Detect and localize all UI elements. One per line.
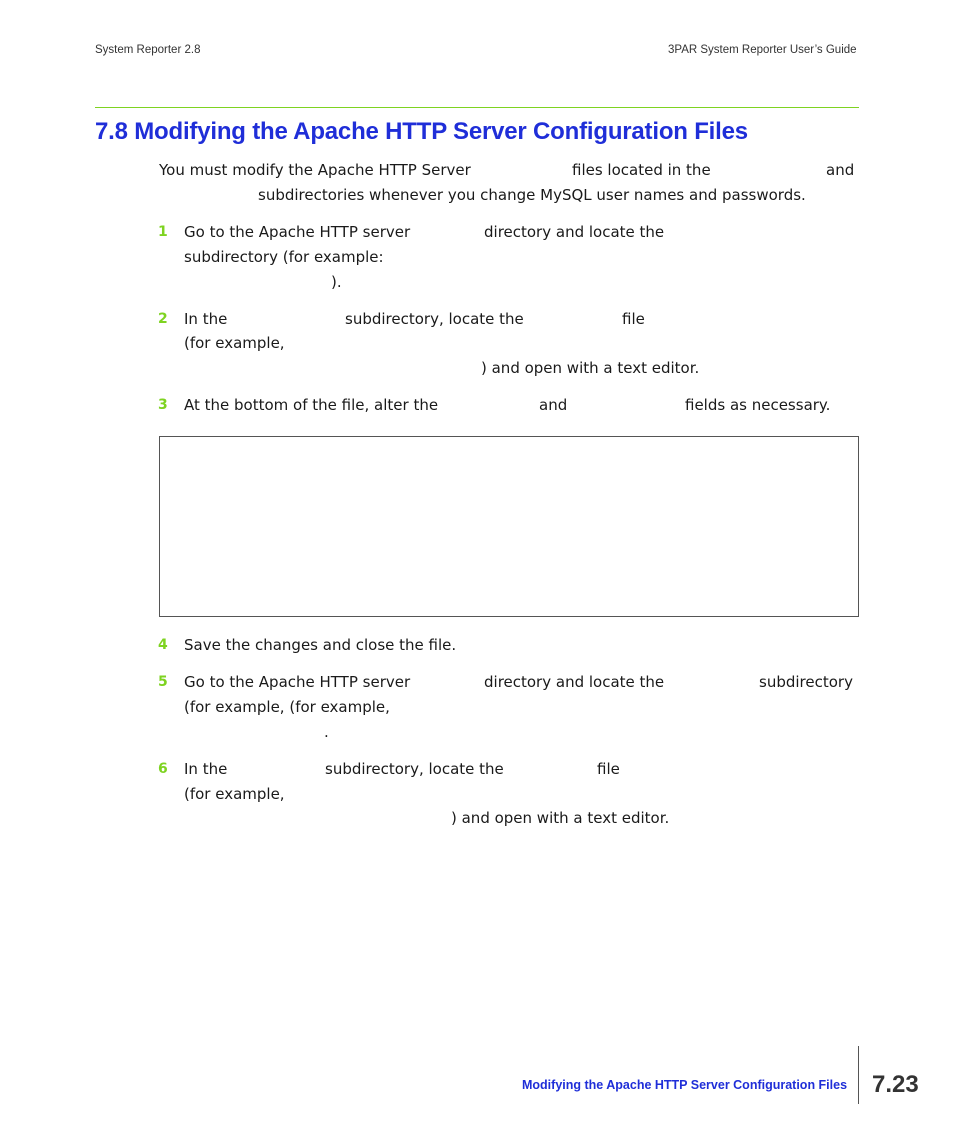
step-5-text-e: . <box>324 723 329 741</box>
step-1-text-b: directory and locate the <box>484 223 665 241</box>
step-number: 3 <box>158 397 168 413</box>
step-number: 6 <box>158 761 168 777</box>
section-title: 7.8 Modifying the Apache HTTP Server Configuration Files <box>95 118 748 145</box>
header-divider <box>95 107 859 108</box>
step-6-text-d: (for example, <box>184 785 285 803</box>
footer-divider <box>858 1046 859 1104</box>
step-3-text-b: and <box>539 396 568 414</box>
step-1-text-d: ). <box>331 273 342 291</box>
step-number: 1 <box>158 224 168 240</box>
intro-text-2: subdirectories whenever you change MySQL user names and passwords. <box>258 186 806 204</box>
step-3-text-a: At the bottom of the file, alter the <box>184 396 439 414</box>
running-header-left: System Reporter 2.8 <box>95 44 201 56</box>
step-4-text-a: Save the changes and close the file. <box>184 636 457 654</box>
step-6-text-e: ) and open with a text editor. <box>451 809 670 827</box>
step-number: 5 <box>158 674 168 690</box>
step-2-text-b: subdirectory, locate the <box>345 310 524 328</box>
intro-text-1b: files located in the <box>572 161 711 179</box>
step-number: 4 <box>158 637 168 653</box>
intro-text-1a: You must modify the Apache HTTP Server <box>159 161 471 179</box>
step-5-text-c: subdirectory <box>759 673 853 691</box>
step-3-text-c: fields as necessary. <box>685 396 831 414</box>
code-example-box <box>159 436 859 617</box>
step-6-text-a: In the <box>184 760 228 778</box>
step-2-text-d: (for example, <box>184 334 285 352</box>
intro-text-1c: and <box>826 161 855 179</box>
step-5-text-a: Go to the Apache HTTP server <box>184 673 411 691</box>
step-2-text-a: In the <box>184 310 228 328</box>
running-footer-title: Modifying the Apache HTTP Server Configuration Files <box>522 1078 848 1092</box>
page-number: 7.23 <box>872 1071 919 1098</box>
step-5-text-d: (for example, (for example, <box>184 698 390 716</box>
step-6-text-c: file <box>597 760 620 778</box>
step-6-text-b: subdirectory, locate the <box>325 760 504 778</box>
step-1-text-c: subdirectory (for example: <box>184 248 384 266</box>
step-2-text-c: file <box>622 310 645 328</box>
step-number: 2 <box>158 311 168 327</box>
running-header-right: 3PAR System Reporter User’s Guide <box>668 44 857 56</box>
step-5-text-b: directory and locate the <box>484 673 665 691</box>
step-1-text-a: Go to the Apache HTTP server <box>184 223 411 241</box>
step-2-text-e: ) and open with a text editor. <box>481 359 700 377</box>
